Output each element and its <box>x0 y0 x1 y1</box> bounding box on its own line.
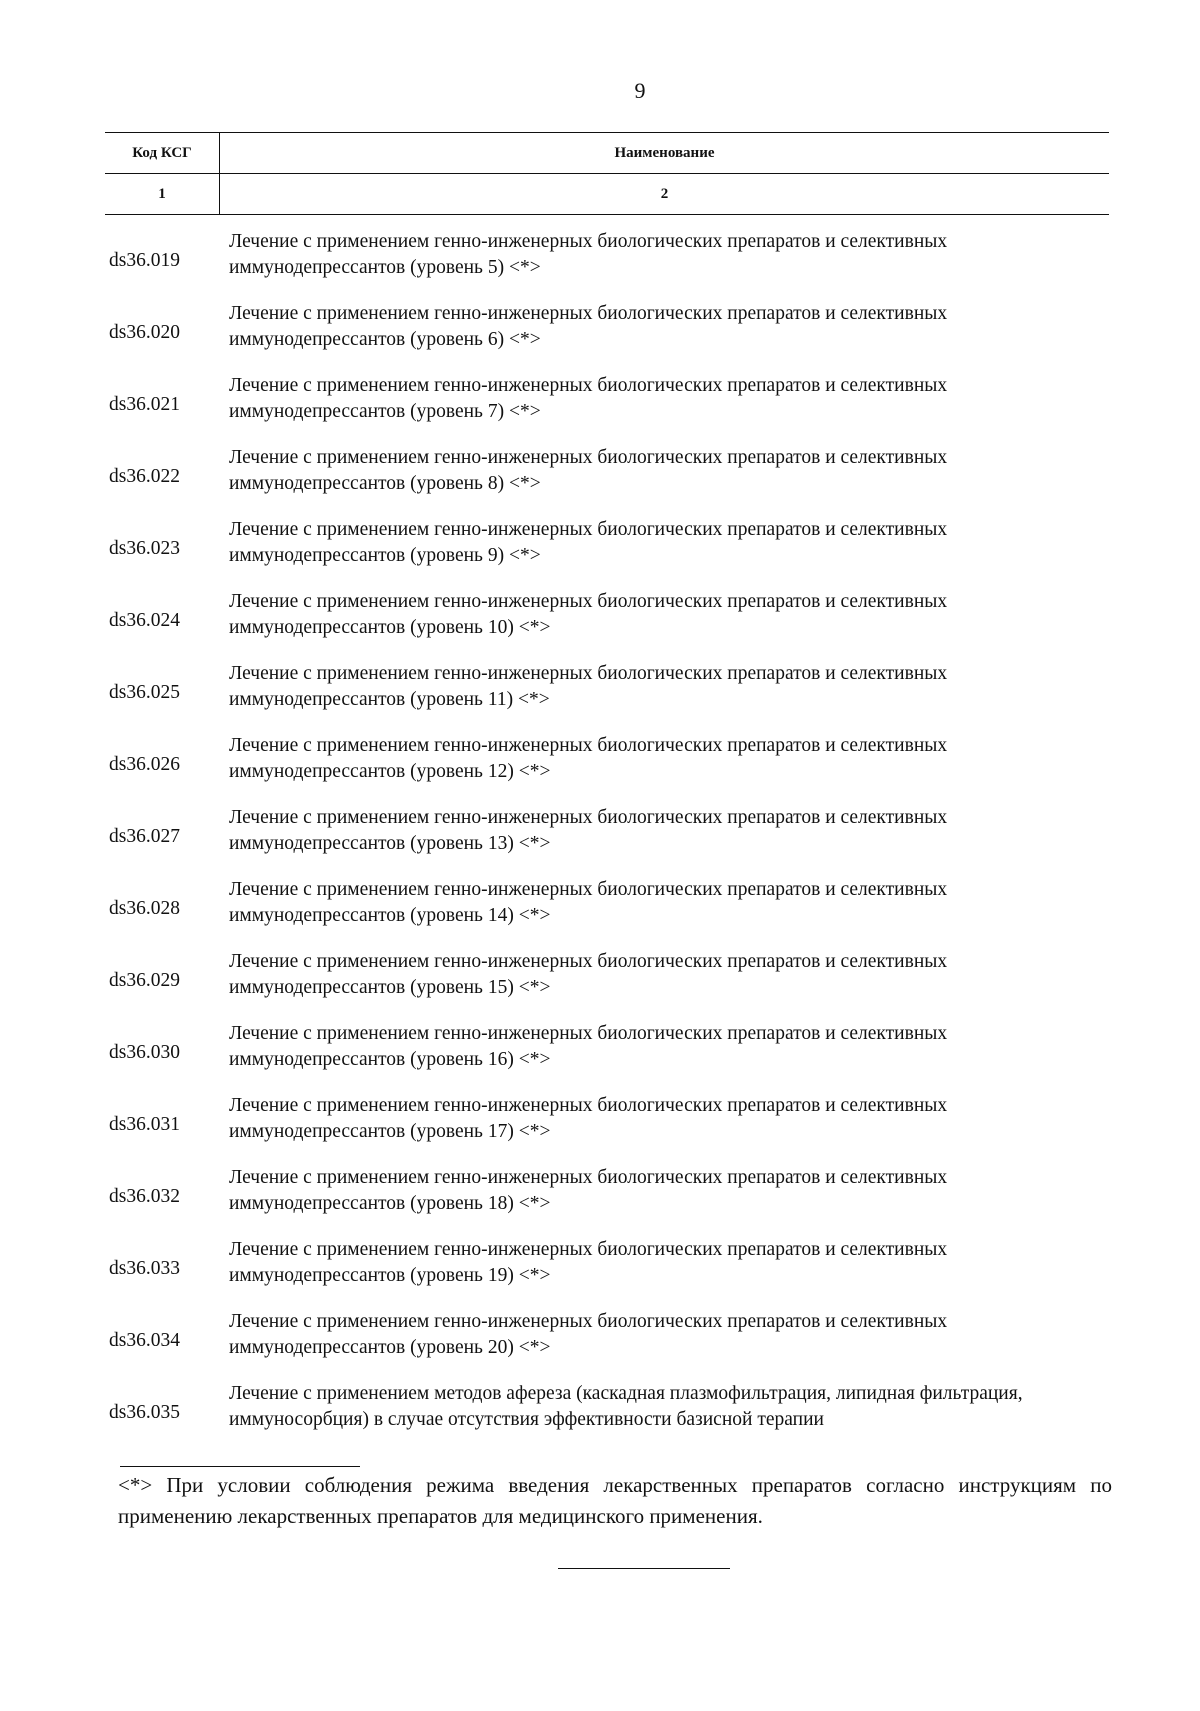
ksg-code: ds36.035 <box>109 1402 180 1423</box>
table-row <box>105 441 1109 513</box>
table-row <box>105 513 1109 585</box>
column-number-1: 1 <box>105 174 220 214</box>
table-row <box>105 1305 1109 1377</box>
table-header-row <box>105 132 1109 174</box>
column-number-2: 2 <box>660 186 669 202</box>
ksg-name: Лечение с применением генно-инженерных биологических препаратов и селективных иммунодепрессантов (уровень 7) <*> <box>229 375 948 422</box>
ksg-name: Лечение с применением генно-инженерных биологических препаратов и селективных иммунодепрессантов (уровень 20) <*> <box>229 1311 948 1358</box>
footnote-separator <box>120 1466 360 1467</box>
ksg-name: Лечение с применением генно-инженерных биологических препаратов и селективных иммунодепрессантов (уровень 13) <*> <box>229 807 948 854</box>
ksg-code: ds36.026 <box>109 754 180 775</box>
header-name: Наименование <box>614 145 715 161</box>
ksg-code: ds36.032 <box>109 1186 180 1207</box>
table-row <box>105 873 1109 945</box>
table-row <box>105 801 1109 873</box>
header-code: Код КСГ <box>105 133 220 173</box>
ksg-name: Лечение с применением генно-инженерных биологических препаратов и селективных иммунодепрессантов (уровень 10) <*> <box>229 591 948 638</box>
ksg-code: ds36.021 <box>109 394 180 415</box>
ksg-name: Лечение с применением генно-инженерных биологических препаратов и селективных иммунодепрессантов (уровень 5) <*> <box>229 231 948 278</box>
ksg-code: ds36.020 <box>109 322 180 343</box>
ksg-code: ds36.034 <box>109 1330 180 1351</box>
table-column-numbers-row <box>105 174 1109 215</box>
ksg-name: Лечение с применением генно-инженерных биологических препаратов и селективных иммунодепрессантов (уровень 18) <*> <box>229 1167 948 1214</box>
ksg-name: Лечение с применением генно-инженерных биологических препаратов и селективных иммунодепрессантов (уровень 17) <*> <box>229 1095 948 1142</box>
ksg-code: ds36.028 <box>109 898 180 919</box>
ksg-code: ds36.024 <box>109 610 180 631</box>
ksg-table <box>105 132 1109 1449</box>
table-row <box>105 1377 1109 1449</box>
table-row <box>105 225 1109 297</box>
ksg-name: Лечение с применением генно-инженерных биологических препаратов и селективных иммунодепрессантов (уровень 15) <*> <box>229 951 948 998</box>
ksg-code: ds36.019 <box>109 250 180 271</box>
table-row <box>105 369 1109 441</box>
ksg-code: ds36.025 <box>109 682 180 703</box>
ksg-name: Лечение с применением генно-инженерных биологических препаратов и селективных иммунодепрессантов (уровень 16) <*> <box>229 1023 948 1070</box>
ksg-name: Лечение с применением генно-инженерных биологических препаратов и селективных иммунодепрессантов (уровень 14) <*> <box>229 879 948 926</box>
ksg-code: ds36.033 <box>109 1258 180 1279</box>
ksg-code: ds36.022 <box>109 466 180 487</box>
ksg-code: ds36.027 <box>109 826 180 847</box>
table-row <box>105 297 1109 369</box>
end-of-page-rule <box>558 1568 730 1569</box>
table-body <box>105 215 1109 1449</box>
footnote: <*> При условии соблюдения режима введения лекарственных препаратов согласно инструкциям по применению лекарственных препаратов для медицинского применения. <box>118 1473 1112 1528</box>
ksg-name: Лечение с применением генно-инженерных биологических препаратов и селективных иммунодепрессантов (уровень 6) <*> <box>229 303 948 350</box>
page-number: 9 <box>634 78 646 103</box>
ksg-name: Лечение с применением генно-инженерных биологических препаратов и селективных иммунодепрессантов (уровень 19) <*> <box>229 1239 948 1286</box>
table-row <box>105 945 1109 1017</box>
ksg-code: ds36.031 <box>109 1114 180 1135</box>
ksg-name: Лечение с применением генно-инженерных биологических препаратов и селективных иммунодепрессантов (уровень 11) <*> <box>229 663 948 710</box>
table-row <box>105 1089 1109 1161</box>
ksg-code: ds36.030 <box>109 1042 180 1063</box>
ksg-name: Лечение с применением методов афереза (каскадная плазмофильтрация, липидная фильтрация, иммуносорбция) в случае отсутствия эффективности базисной терапии <box>229 1383 1023 1430</box>
table-row <box>105 585 1109 657</box>
table-row <box>105 729 1109 801</box>
table-row <box>105 1161 1109 1233</box>
ksg-name: Лечение с применением генно-инженерных биологических препаратов и селективных иммунодепрессантов (уровень 9) <*> <box>229 519 948 566</box>
ksg-code: ds36.029 <box>109 970 180 991</box>
ksg-code: ds36.023 <box>109 538 180 559</box>
ksg-name: Лечение с применением генно-инженерных биологических препаратов и селективных иммунодепрессантов (уровень 12) <*> <box>229 735 948 782</box>
table-row <box>105 1017 1109 1089</box>
table-row <box>105 657 1109 729</box>
ksg-name: Лечение с применением генно-инженерных биологических препаратов и селективных иммунодепрессантов (уровень 8) <*> <box>229 447 948 494</box>
table-row <box>105 1233 1109 1305</box>
